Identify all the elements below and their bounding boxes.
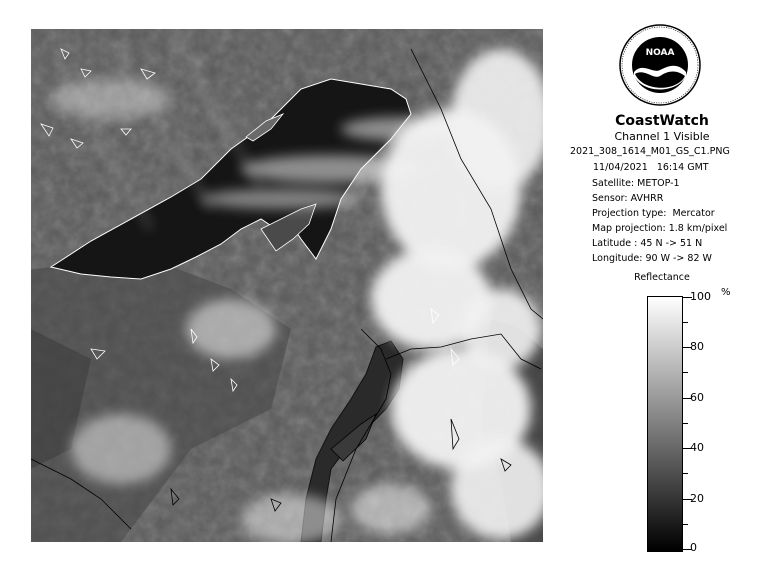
latitude-info: Latitude : 45 N -> 51 N bbox=[592, 238, 703, 249]
colorbar-unit: % bbox=[721, 287, 731, 298]
longitude-info: Longitude: 90 W -> 82 W bbox=[592, 253, 712, 264]
channel-subtitle: Channel 1 Visible bbox=[614, 130, 710, 143]
file-name: 2021_308_1614_M01_GS_C1.PNG bbox=[570, 146, 730, 157]
colorbar-label-60: 60 bbox=[690, 391, 704, 404]
map-projection-info: Map projection: 1.8 km/pixel bbox=[592, 223, 728, 234]
satellite-info: Satellite: METOP-1 bbox=[592, 178, 680, 189]
page-title: CoastWatch bbox=[615, 113, 709, 129]
date-time: 11/04/2021 16:14 GMT bbox=[593, 162, 709, 173]
satellite-image bbox=[31, 29, 543, 542]
colorbar-title: Reflectance bbox=[634, 272, 690, 283]
noaa-logo bbox=[619, 24, 701, 106]
colorbar-tick bbox=[682, 372, 688, 373]
colorbar-label-100: 100 bbox=[690, 290, 711, 303]
sensor-info: Sensor: AVHRR bbox=[592, 193, 664, 204]
colorbar-tick bbox=[682, 473, 688, 474]
colorbar-label-0: 0 bbox=[690, 541, 697, 554]
colorbar-tick bbox=[682, 322, 688, 323]
colorbar-tick bbox=[682, 524, 688, 525]
colorbar-label-20: 20 bbox=[690, 492, 704, 505]
logo-text: NOAA bbox=[645, 48, 675, 58]
colorbar-label-80: 80 bbox=[690, 340, 704, 353]
projection-type-info: Projection type: Mercator bbox=[592, 208, 715, 219]
reflectance-colorbar bbox=[647, 296, 683, 552]
colorbar-label-40: 40 bbox=[690, 441, 704, 454]
colorbar-tick bbox=[682, 423, 688, 424]
